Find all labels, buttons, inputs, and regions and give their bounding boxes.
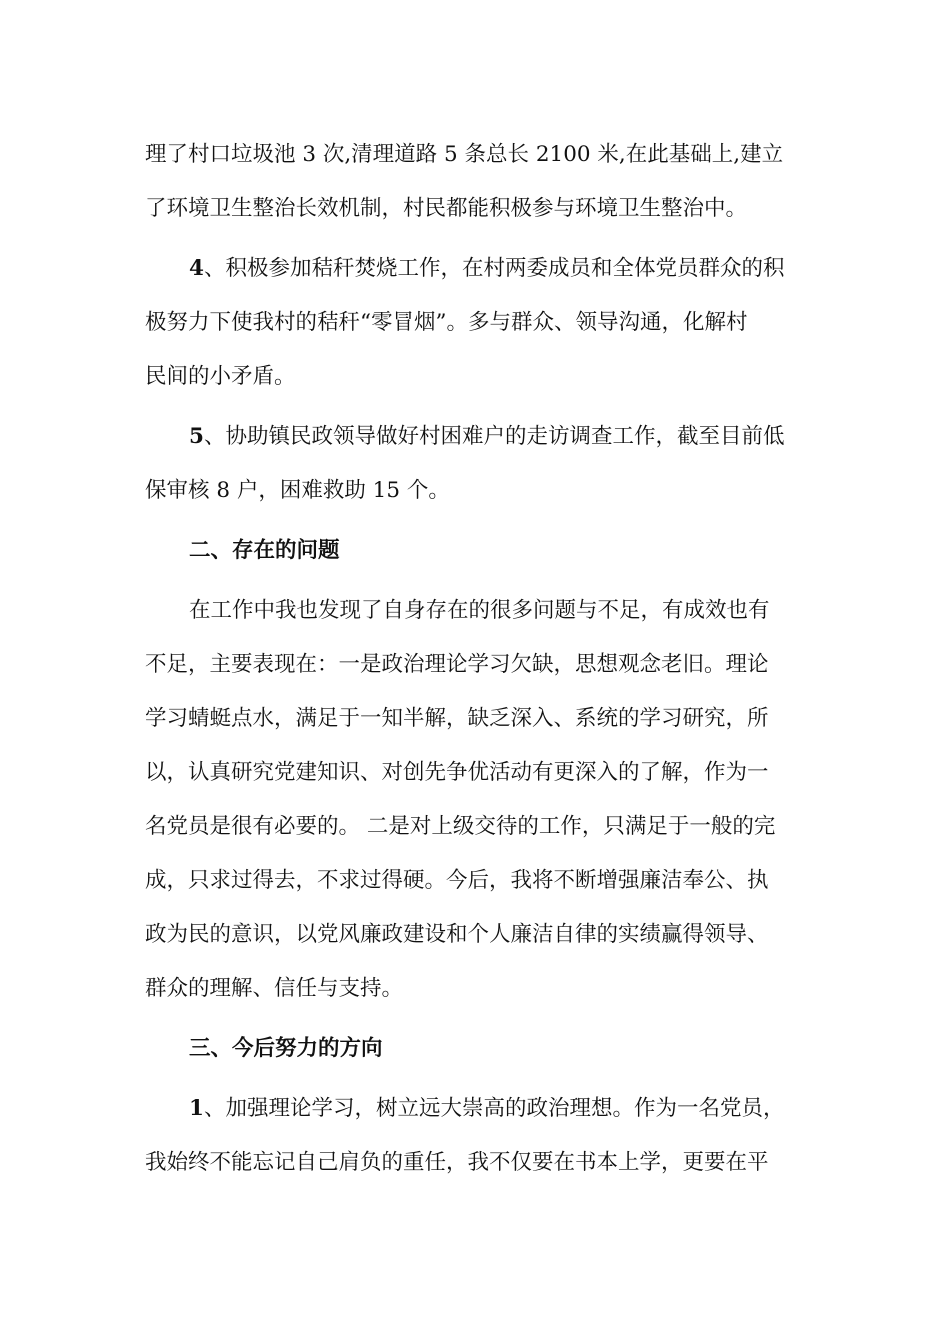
text-line: 我始终不能忘记自己肩负的重任，我不仅要在书本上学，更要在平: [145, 1150, 769, 1175]
item-number: 4: [189, 256, 204, 281]
paragraph-problems: [145, 584, 805, 1016]
text-line: 、协助镇民政领导做好村困难户的走访调查工作，截至目前低: [203, 424, 785, 449]
text-line: 在工作中我也发现了自身存在的很多问题与不足，有成效也有: [189, 598, 770, 623]
text-line: 理了村口垃圾池 3 次,清理道路 5 条总长 2100 米,在此基础上,建立: [145, 142, 784, 167]
paragraph-item-5: [145, 410, 805, 518]
document-body: [145, 128, 805, 1190]
text-line: 极努力下使我村的秸秆“零冒烟”。多与群众、领导沟通，化解村: [145, 310, 748, 335]
text-line: 不足，主要表现在：一是政治理论学习欠缺，思想观念老旧。理论: [145, 652, 769, 677]
item-number: 5: [189, 424, 204, 449]
section-heading-problems: 二、存在的问题: [189, 538, 340, 563]
text-line: 成，只求过得去，不求过得硬。今后，我将不断增强廉洁奉公、执: [145, 868, 769, 893]
text-line: 、积极参加秸秆焚烧工作，在村两委成员和全体党员群众的积: [203, 256, 785, 281]
section-heading-direction: 三、今后努力的方向: [189, 1036, 383, 1061]
paragraph-item-4: [145, 242, 805, 404]
text-line: 名党员是很有必要的。 二是对上级交待的工作，只满足于一般的完: [145, 814, 776, 839]
text-line: 、加强理论学习，树立远大崇高的政治理想。作为一名党员，: [203, 1096, 785, 1121]
text-line: 政为民的意识，以党风廉政建设和个人廉洁自律的实绩赢得领导、: [145, 922, 769, 947]
paragraph-sanitation: [145, 128, 805, 236]
paragraph-item-1: [145, 1082, 805, 1190]
text-line: 了环境卫生整治长效机制，村民都能积极参与环境卫生整治中。: [145, 196, 748, 221]
text-line: 群众的理解、信任与支持。: [145, 976, 404, 1001]
text-line: 学习蜻蜓点水，满足于一知半解，缺乏深入、系统的学习研究，所: [145, 706, 769, 731]
item-number: 1: [189, 1096, 204, 1121]
text-line: 保审核 8 户，困难救助 15 个。: [145, 478, 450, 503]
text-line: 民间的小矛盾。: [145, 364, 296, 389]
text-line: 以，认真研究党建知识、对创先争优活动有更深入的了解，作为一: [145, 760, 769, 785]
